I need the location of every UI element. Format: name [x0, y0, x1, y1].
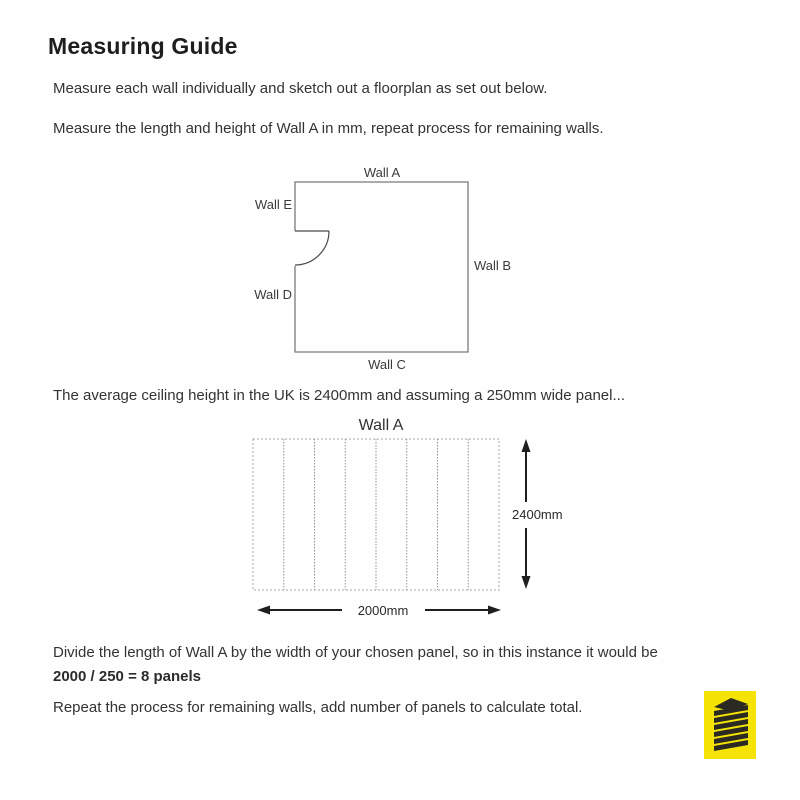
- ceiling-note: The average ceiling height in the UK is 2400mm and assuming a 250mm wide panel...: [53, 387, 625, 404]
- floorplan-diagram: [245, 158, 535, 380]
- floorplan-label-wall-d: Wall D: [254, 287, 292, 302]
- formula-text: 2000 / 250 = 8 panels: [53, 668, 202, 685]
- logo-panel-stack: [714, 698, 748, 751]
- page-title: Measuring Guide: [48, 33, 238, 59]
- floorplan-room-outline: [295, 182, 468, 352]
- floorplan-label-wall-b: Wall B: [474, 258, 512, 273]
- intro-line-1: Measure each wall individually and sketch out a floorplan as set out below.: [53, 80, 548, 97]
- repeat-instruction: Repeat the process for remaining walls, add number of panels to calculate total.: [53, 699, 583, 716]
- divide-instruction: Divide the length of Wall A by the width of your chosen panel, so in this instance it would be: [53, 644, 658, 661]
- floorplan-label-wall-e: Wall E: [254, 197, 292, 212]
- door-swing-arc: [295, 231, 329, 265]
- height-dimension-label: 2400mm: [512, 507, 563, 522]
- floorplan-label-wall-a: Wall A: [363, 165, 401, 180]
- panel-diagram-title: Wall A: [358, 417, 404, 434]
- intro-line-2: Measure the length and height of Wall A in mm, repeat process for remaining walls.: [53, 120, 604, 137]
- panel-measurement-diagram: [250, 410, 580, 628]
- width-dimension-label: 2000mm: [357, 603, 409, 618]
- floorplan-label-wall-c: Wall C: [368, 357, 406, 372]
- panel-divider-lines: [284, 439, 469, 590]
- stacked-panels-logo-icon: [704, 691, 756, 759]
